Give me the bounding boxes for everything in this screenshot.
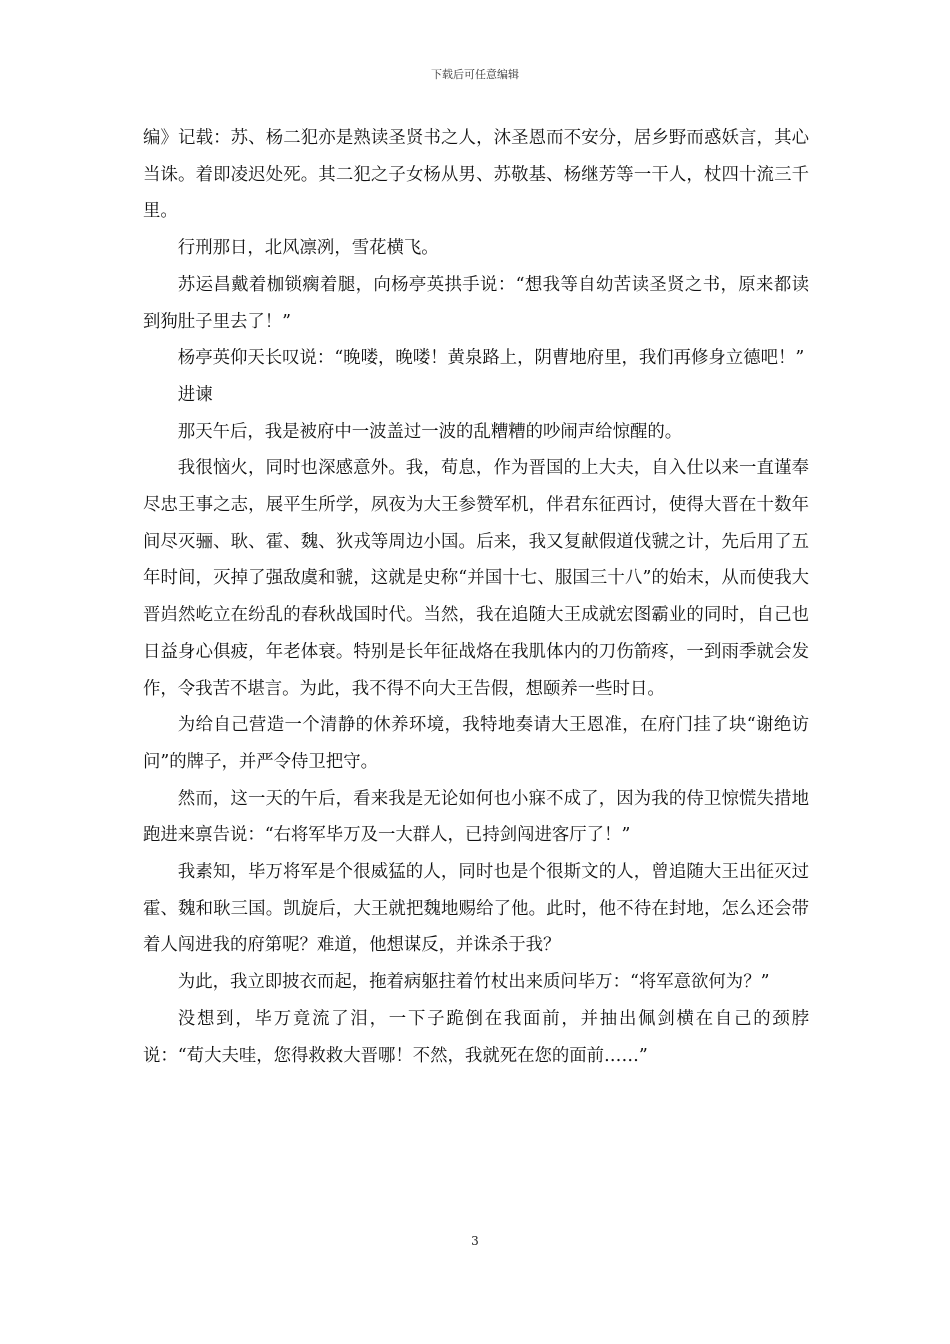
section-title: 进谏 xyxy=(177,384,213,405)
paragraph: 行刑那日，北风凛冽，雪花横飞。 xyxy=(177,238,439,259)
paragraph: 为给自己营造一个清静的休养环境，我特地奏请大王恩准，在府门挂了块“谢绝访问”的牌子，并严令侍卫把守。 xyxy=(143,715,809,772)
document-body xyxy=(143,120,809,1074)
paragraph: 为此，我立即披衣而起，拖着病躯拄着竹杖出来质问毕万：“将军意欲何为？” xyxy=(177,972,770,993)
paragraph: 我很恼火，同时也深感意外。我，荀息，作为晋国的上大夫，自入仕以来一直谨奉尽忠王事之志，展平生所学，夙夜为大王参赞军机，伴君东征西讨，使得大晋在十数年间尽灭骊、耿、霍、魏、狄戎等周边小国。后来，我又复献假道伐虢之计，先后用了五年时间，灭掉了强敌虞和虢，这就是史称“并国十七、服国三十八”的始末，从而使我大晋岿然屹立在纷乱的春秋战国时代。当然，我在追随大王成就宏图霸业的同时，自己也日益身心俱疲，年老体衰。特别是长年征战烙在我肌体内的刀伤箭疼，一到雨季就会发作，令我苦不堪言。为此，我不得不向大王告假，想颐养一些时日。 xyxy=(143,458,809,699)
paragraph: 那天午后，我是被府中一波盖过一波的乱糟糟的吵闹声给惊醒的。 xyxy=(177,421,683,442)
paragraph: 我素知，毕万将军是个很威猛的人，同时也是个很斯文的人，曾追随大王出征灭过霍、魏和耿三国。凯旋后，大王就把魏地赐给了他。此时，他不待在封地，怎么还会带着人闯进我的府第呢？难道，他想谋反，并诛杀于我？ xyxy=(143,862,809,956)
paragraph: 杨亭英仰天长叹说：“晚喽，晚喽！黄泉路上，阴曹地府里，我们再修身立德吧！” xyxy=(177,348,805,369)
paragraph: 编》记载：苏、杨二犯亦是熟读圣贤书之人，沐圣恩而不安分，居乡野而惑妖言，其心当诛。着即凌迟处死。其二犯之子女杨从男、苏敬基、杨继芳等一干人，杖四十流三千里。 xyxy=(143,128,809,222)
paragraph: 然而，这一天的午后，看来我是无论如何也小寐不成了，因为我的侍卫惊慌失措地跑进来禀告说：“右将军毕万及一大群人，已持剑闯进客厅了！” xyxy=(143,788,809,846)
page-header: 下载后可任意编辑 xyxy=(431,68,519,81)
paragraph: 没想到，毕万竟流了泪，一下子跪倒在我面前，并抽出佩剑横在自己的颈脖说：“荀大夫哇，您得救救大晋哪！不然，我就死在您的面前……” xyxy=(143,1008,809,1066)
page-number: 3 xyxy=(471,1234,479,1248)
paragraph: 苏运昌戴着枷锁瘸着腿，向杨亭英拱手说：“想我等自幼苦读圣贤之书，原来都读到狗肚子里去了！” xyxy=(143,274,809,332)
